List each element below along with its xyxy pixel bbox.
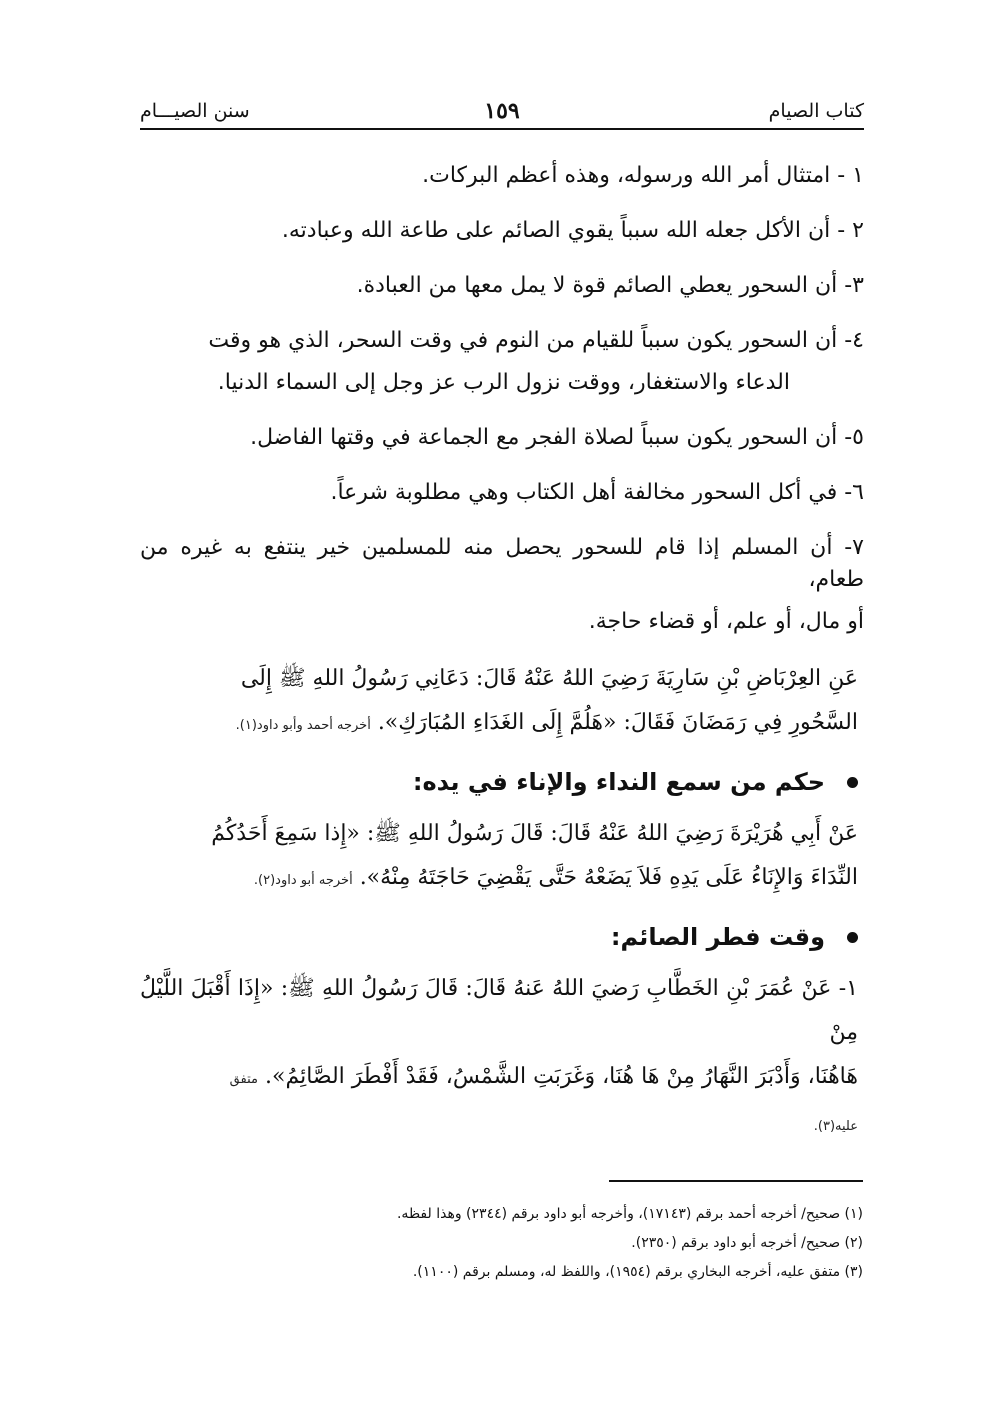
hadith-umar-source-part-2: عليه(٣).: [813, 1119, 858, 1134]
footnote-divider: [609, 1180, 863, 1182]
section-heading-call-to-prayer: [140, 762, 864, 802]
hadith-irbad-source: أخرجه أحمد وأبو داود(١).: [235, 718, 371, 733]
section-heading-iftar-time-text: وقت فطر الصائم:: [610, 923, 825, 951]
hadith-umar-line-2: [140, 1055, 858, 1102]
section-heading-call-to-prayer-text: حكم من سمع النداء والإناء في يده:: [412, 768, 825, 796]
hadith-irbad: [140, 657, 864, 748]
benefit-item-7-line-1: ٧- أن المسلم إذا قام للسحور يحصل منه للمسلمين خير ينتفع به غيره من طعام،: [140, 535, 864, 592]
page-number: ١٥٩: [484, 98, 520, 124]
hadith-umar: [140, 967, 864, 1149]
benefit-item-7: [140, 532, 864, 638]
page-body: [140, 160, 864, 1149]
hadith-irbad-text: السَّحُورِ فِي رَمَضَانَ فَقَالَ: «هَلُمَّ إِلَى الغَدَاءِ المُبَارَكِ».: [377, 710, 858, 735]
benefit-item-4-line-2: الدعاء والاستغفار، ووقت نزول الرب عز وجل إلى السماء الدنيا.: [217, 370, 790, 395]
hadith-umar-text: هَاهُنَا، وَأَدْبَرَ النَّهَارُ مِنْ هَا هُنَا، وَغَرَبَتِ الشَّمْسُ، فَقَدْ أَفْطَرَ الصَّائِمُ».: [264, 1064, 858, 1089]
hadith-irbad-line-2: [140, 701, 858, 748]
hadith-umar-line-3: [140, 1102, 858, 1149]
benefit-item-4-line-1: ٤- أن السحور يكون سبباً للقيام من النوم في وقت السحر، الذي هو وقت: [208, 328, 864, 353]
benefit-item-6: ٦- في أكل السحور مخالفة أهل الكتاب وهي مطلوبة شرعاً.: [330, 480, 864, 505]
benefit-item-4: [140, 325, 864, 399]
benefit-item-5: ٥- أن السحور يكون سبباً لصلاة الفجر مع الجماعة في وقتها الفاضل.: [250, 425, 864, 450]
hadith-abu-hurayra-line-2: [140, 856, 858, 903]
page-header: [140, 98, 864, 132]
footnote-1: (١) صحيح/ أخرجه أحمد برقم (١٧١٤٣)، وأخرجه أبو داود برقم (٢٣٤٤) وهذا لفظه.: [396, 1206, 863, 1222]
footnote-2: (٢) صحيح/ أخرجه أبو داود برقم (٢٣٥٠).: [631, 1235, 863, 1251]
chapter-title: كتاب الصيام: [768, 100, 864, 122]
benefit-item-7-line-2: أو مال، أو علم، أو قضاء حاجة.: [588, 609, 864, 634]
hadith-umar-source-part-1: متفق: [229, 1072, 258, 1087]
footnotes: [139, 1200, 863, 1287]
hadith-abu-hurayra-line-1: عَنْ أَبِي هُرَيْرَةَ رَضِيَ اللهُ عَنْهُ قَالَ: قَالَ رَسُولُ اللهِ ﷺ: «إِذا سَمِعَ أَحَدُكُمُ: [211, 821, 858, 846]
hadith-abu-hurayra-text: النِّدَاءَ وَالإِنَاءُ عَلَى يَدِهِ فَلاَ يَضَعْهُ حَتَّى يَقْضِيَ حَاجَتَهُ مِنْهُ».: [359, 865, 858, 890]
benefit-item-3: ٣- أن السحور يعطي الصائم قوة لا يمل معها من العبادة.: [356, 273, 864, 298]
hadith-abu-hurayra-source: أخرجه أبو داود(٢).: [253, 873, 353, 888]
footnote-3: (٣) متفق عليه، أخرجه البخاري برقم (١٩٥٤)، واللفظ له، ومسلم برقم (١١٠٠).: [412, 1264, 863, 1280]
benefit-item-1: ١ - امتثال أمر الله ورسوله، وهذه أعظم البركات.: [422, 163, 864, 188]
hadith-umar-line-1: ١- عَنْ عُمَرَ بْنِ الخَطَّابِ رَضيَ اللهُ عَنهُ قَالَ: قَالَ رَسُولُ اللهِ ﷺ: «إِذَا أَقْبَلَ اللَّيْلُ مِنْ: [140, 976, 858, 1045]
hadith-irbad-line-1: عَنِ العِرْبَاضِ بْنِ سَارِيَةَ رَضِيَ اللهُ عَنْهُ قَالَ: دَعَانِي رَسُولُ اللهِ ﷺ إِلَى: [240, 666, 858, 691]
hadith-abu-hurayra: [140, 812, 864, 903]
book-title: سنن الصيـــام: [140, 100, 250, 122]
benefit-item-2: ٢ - أن الأكل جعله الله سبباً يقوي الصائم على طاعة الله وعبادته.: [281, 218, 864, 243]
header-divider: [140, 128, 864, 130]
bullet-icon: [847, 777, 858, 788]
section-heading-iftar-time: [140, 917, 864, 957]
bullet-icon: [847, 932, 858, 943]
